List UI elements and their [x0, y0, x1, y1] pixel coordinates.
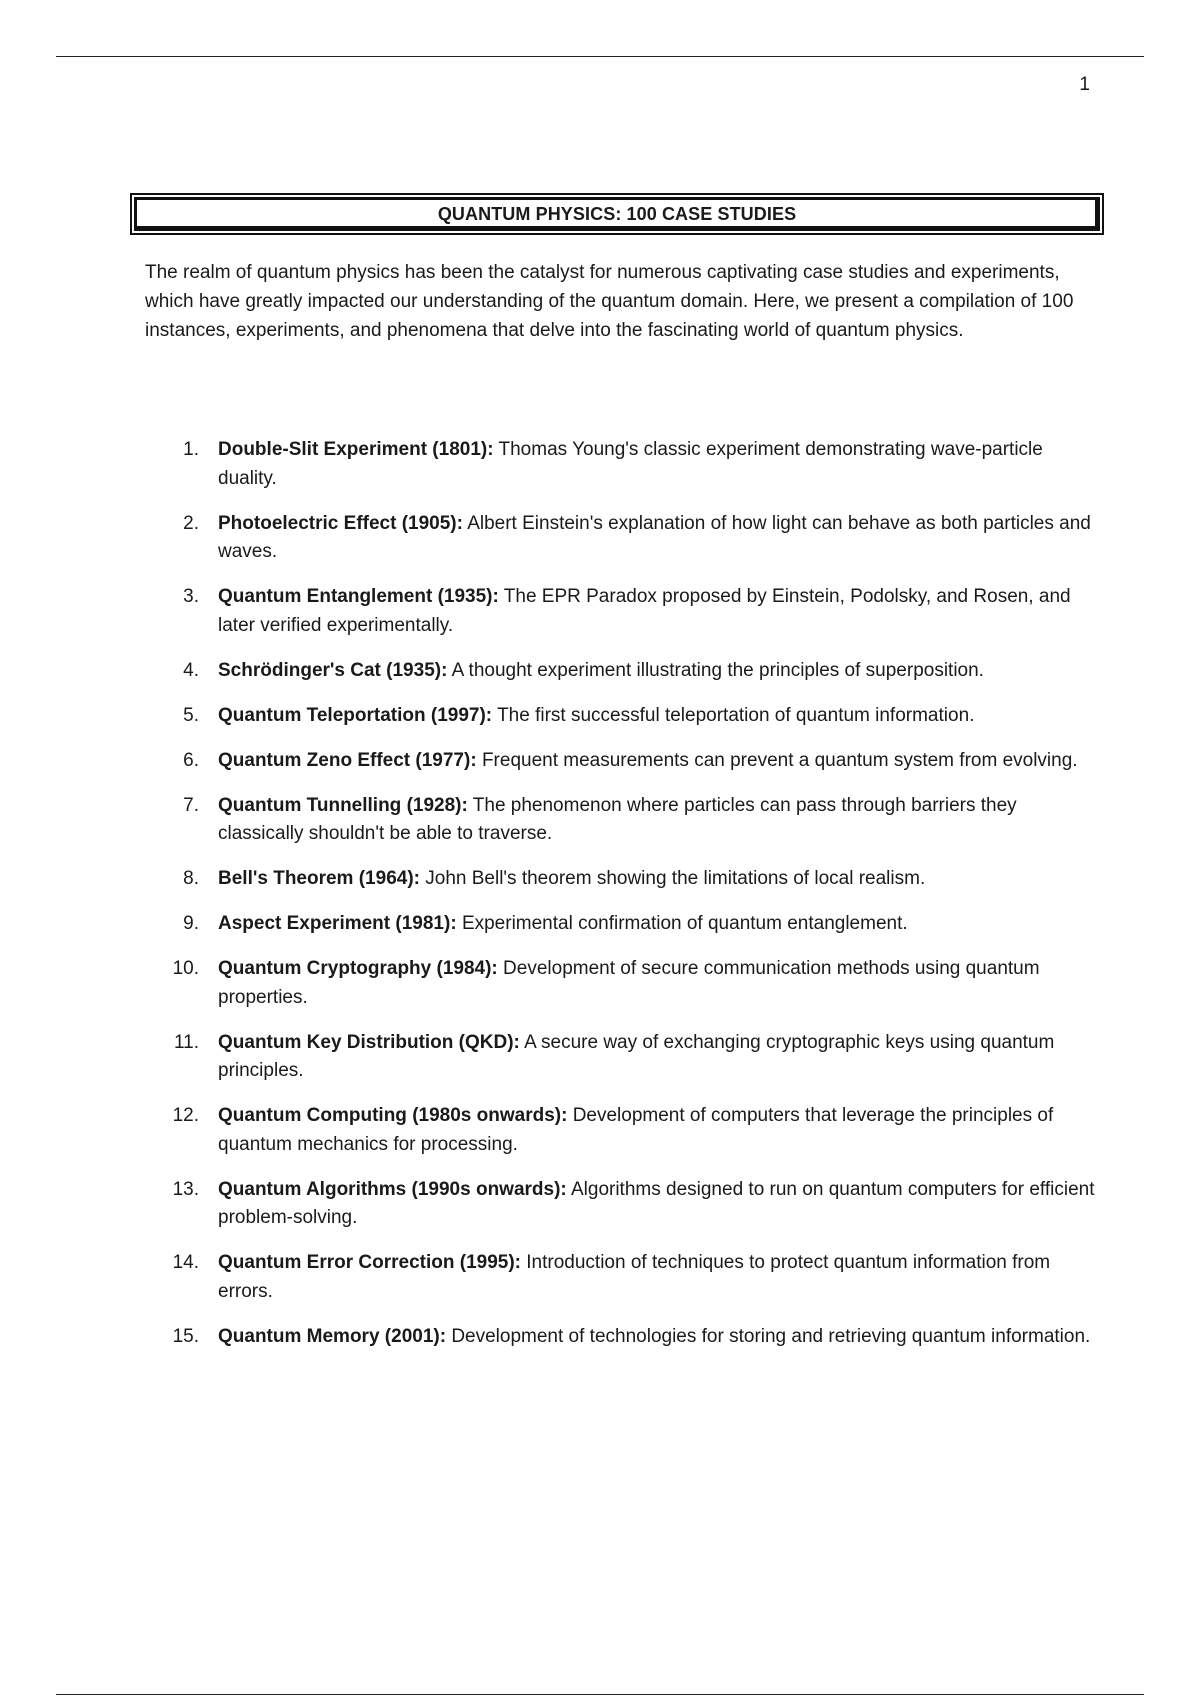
item-title: Bell's Theorem (1964):	[218, 868, 420, 889]
item-description: The first successful teleportation of quantum information.	[497, 704, 975, 726]
list-item	[145, 910, 1095, 939]
item-description: A thought experiment illustrating the principles of superposition.	[451, 659, 984, 681]
item-title: Quantum Cryptography (1984):	[218, 958, 498, 979]
item-number: 6.	[183, 749, 199, 771]
item-number: 12.	[172, 1105, 199, 1126]
item-number: 14.	[172, 1252, 199, 1273]
item-description: Frequent measurements can prevent a quantum system from evolving.	[481, 749, 1078, 771]
item-description: John Bell's theorem showing the limitations of local realism.	[425, 868, 926, 889]
item-description: Algorithms designed to run on quantum computers for efficient problem-solving.	[218, 1178, 1095, 1228]
intro-paragraph: The realm of quantum physics has been the catalyst for numerous captivating case studies and experiments, which have greatly impacted our understanding of the quantum domain. Here, we present a compilation of 100 instances, experiments, and phenomena that delve into the fascinating world of quantum physics.	[145, 262, 1074, 341]
document-title: QUANTUM PHYSICS: 100 CASE STUDIES	[437, 203, 797, 224]
item-description: Development of secure communication methods using quantum properties.	[218, 958, 1040, 1008]
item-number: 10.	[172, 958, 199, 979]
item-title: Quantum Tunnelling (1928):	[218, 794, 468, 816]
list-item	[145, 955, 1095, 1012]
item-number: 2.	[183, 512, 199, 534]
item-title: Quantum Zeno Effect (1977):	[218, 749, 477, 771]
list-item	[145, 436, 1095, 493]
list-item	[145, 510, 1095, 567]
item-title: Quantum Memory (2001):	[218, 1325, 447, 1347]
item-description: The EPR Paradox proposed by Einstein, Podolsky, and Rosen, and later verified experimentally.	[218, 586, 1071, 636]
item-number: 8.	[183, 868, 199, 889]
header-rule	[56, 56, 1144, 57]
item-description: Introduction of techniques to protect quantum information from errors.	[218, 1252, 1051, 1302]
list-item	[145, 1176, 1095, 1233]
list-item	[145, 1249, 1095, 1306]
list-item	[145, 1323, 1095, 1352]
item-number: 4.	[183, 659, 199, 681]
item-number: 7.	[183, 794, 199, 816]
item-description: Development of computers that leverage the principles of quantum mechanics for processing.	[218, 1105, 1054, 1155]
item-title: Photoelectric Effect (1905):	[218, 512, 463, 534]
item-title: Quantum Key Distribution (QKD):	[218, 1031, 520, 1053]
item-title: Quantum Teleportation (1997):	[218, 704, 493, 726]
item-title: Double-Slit Experiment (1801):	[218, 439, 494, 460]
item-number: 3.	[183, 586, 199, 607]
list-item	[145, 657, 1095, 686]
item-number: 5.	[183, 704, 199, 726]
item-description: The phenomenon where particles can pass through barriers they classically shouldn't be able to traverse.	[218, 794, 1017, 844]
item-number: 13.	[172, 1178, 199, 1200]
footer-rule	[56, 1694, 1144, 1695]
item-number: 1.	[183, 439, 199, 460]
list-item	[145, 1102, 1095, 1159]
list-item	[145, 1029, 1095, 1086]
item-title: Quantum Computing (1980s onwards):	[218, 1105, 568, 1126]
page-number: 1	[1079, 74, 1090, 95]
item-title: Quantum Algorithms (1990s onwards):	[218, 1178, 567, 1200]
list-item	[145, 747, 1095, 776]
list-item	[145, 792, 1095, 849]
item-title: Aspect Experiment (1981):	[218, 913, 457, 934]
item-title: Quantum Error Correction (1995):	[218, 1252, 521, 1273]
item-title: Quantum Entanglement (1935):	[218, 586, 499, 607]
title-box	[130, 193, 1104, 235]
item-number: 11.	[173, 1031, 199, 1053]
list-item	[145, 702, 1095, 731]
case-study-list	[145, 436, 1095, 1368]
item-number: 9.	[183, 913, 199, 934]
item-description: Thomas Young's classic experiment demonstrating wave-particle duality.	[218, 439, 1043, 489]
item-description: A secure way of exchanging cryptographic keys using quantum principles.	[218, 1031, 1055, 1081]
item-description: Development of technologies for storing and retrieving quantum information.	[451, 1325, 1091, 1347]
list-item	[145, 583, 1095, 640]
item-description: Experimental confirmation of quantum entanglement.	[461, 913, 908, 934]
item-title: Schrödinger's Cat (1935):	[218, 659, 448, 681]
item-description: Albert Einstein's explanation of how light can behave as both particles and waves.	[218, 512, 1091, 562]
item-number: 15.	[172, 1325, 199, 1347]
list-item	[145, 865, 1095, 894]
